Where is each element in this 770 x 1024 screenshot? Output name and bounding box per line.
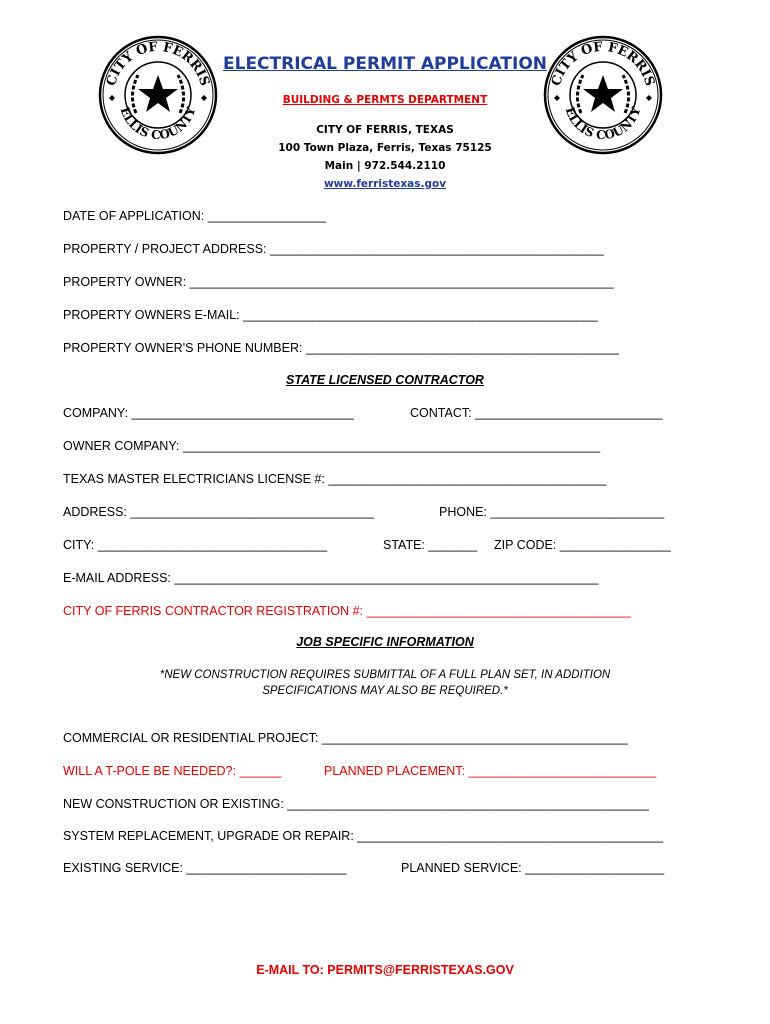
job-heading: JOB SPECIFIC INFORMATION — [296, 635, 474, 649]
state-field[interactable]: STATE: _______ — [383, 538, 478, 552]
project-type-field[interactable]: COMMERCIAL OR RESIDENTIAL PROJECT: ____________________________________________ — [63, 731, 628, 745]
contractor-email-field[interactable]: E-MAIL ADDRESS: _____________________________________________________________ — [63, 571, 599, 585]
city-address: 100 Town Plaza, Ferris, Texas 75125 — [278, 142, 492, 154]
license-field[interactable]: TEXAS MASTER ELECTRICIANS LICENSE #: ________________________________________ — [63, 472, 607, 486]
contact-field[interactable]: CONTACT: ___________________________ — [410, 406, 663, 420]
planned-placement-field[interactable]: PLANNED PLACEMENT: ___________________________ — [324, 764, 657, 778]
property-address-field[interactable]: PROPERTY / PROJECT ADDRESS: ________________________________________________ — [63, 242, 604, 256]
department-name: BUILDING & PERMTS DEPARTMENT — [282, 94, 488, 106]
svg-text:ELLIS COUNTY: ELLIS COUNTY — [562, 105, 644, 143]
svg-text:CITY OF FERRIS: CITY OF FERRIS — [549, 39, 657, 88]
city-field[interactable]: CITY: _________________________________ — [63, 538, 328, 552]
system-work-field[interactable]: SYSTEM REPLACEMENT, UPGRADE OR REPAIR: ____________________________________________ — [63, 829, 664, 843]
contractor-phone-field[interactable]: PHONE: _________________________ — [439, 505, 665, 519]
registration-field[interactable]: CITY OF FERRIS CONTRACTOR REGISTRATION #: ______________________________________ — [63, 604, 631, 618]
owner-company-field[interactable]: OWNER COMPANY: ____________________________________________________________ — [63, 439, 601, 453]
form-title: ELECTRICAL PERMIT APPLICATION — [223, 54, 547, 74]
owner-phone-field[interactable]: PROPERTY OWNER'S PHONE NUMBER: _____________________________________________ — [63, 341, 619, 355]
contractor-address-field[interactable]: ADDRESS: ___________________________________ — [63, 505, 374, 519]
main-phone: Main | 972.544.2110 — [324, 160, 446, 172]
contractor-heading: STATE LICENSED CONTRACTOR — [286, 373, 484, 387]
owner-email-field[interactable]: PROPERTY OWNERS E-MAIL: ___________________________________________________ — [63, 308, 598, 322]
svg-text:ELLIS COUNTY: ELLIS COUNTY — [117, 105, 199, 143]
property-owner-field[interactable]: PROPERTY OWNER: _____________________________________________________________ — [63, 275, 614, 289]
plan-set-note-line1: *NEW CONSTRUCTION REQUIRES SUBMITTAL OF A FULL PLAN SET, IN ADDITION — [159, 669, 611, 681]
zip-code-field[interactable]: ZIP CODE: ________________ — [494, 538, 671, 552]
company-field[interactable]: COMPANY: ________________________________ — [63, 406, 354, 420]
tpole-field[interactable]: WILL A T-POLE BE NEEDED?: ______ — [63, 764, 282, 778]
existing-service-field[interactable]: EXISTING SERVICE: _______________________ — [63, 861, 347, 875]
svg-text:CITY OF FERRIS: CITY OF FERRIS — [104, 39, 212, 88]
date-of-application-field[interactable]: DATE OF APPLICATION: _________________ — [63, 209, 326, 223]
website-link[interactable]: www.ferristexas.gov — [323, 178, 447, 190]
city-name: CITY OF FERRIS, TEXAS — [316, 124, 454, 136]
submit-email[interactable]: E-MAIL TO: PERMITS@FERRISTEXAS.GOV — [256, 963, 514, 977]
planned-service-field[interactable]: PLANNED SERVICE: ____________________ — [401, 861, 665, 875]
plan-set-note-line2: SPECIFICATIONS MAY ALSO BE REQUIRED.* — [262, 685, 508, 697]
new-or-existing-field[interactable]: NEW CONSTRUCTION OR EXISTING: ____________________________________________________ — [63, 797, 649, 811]
